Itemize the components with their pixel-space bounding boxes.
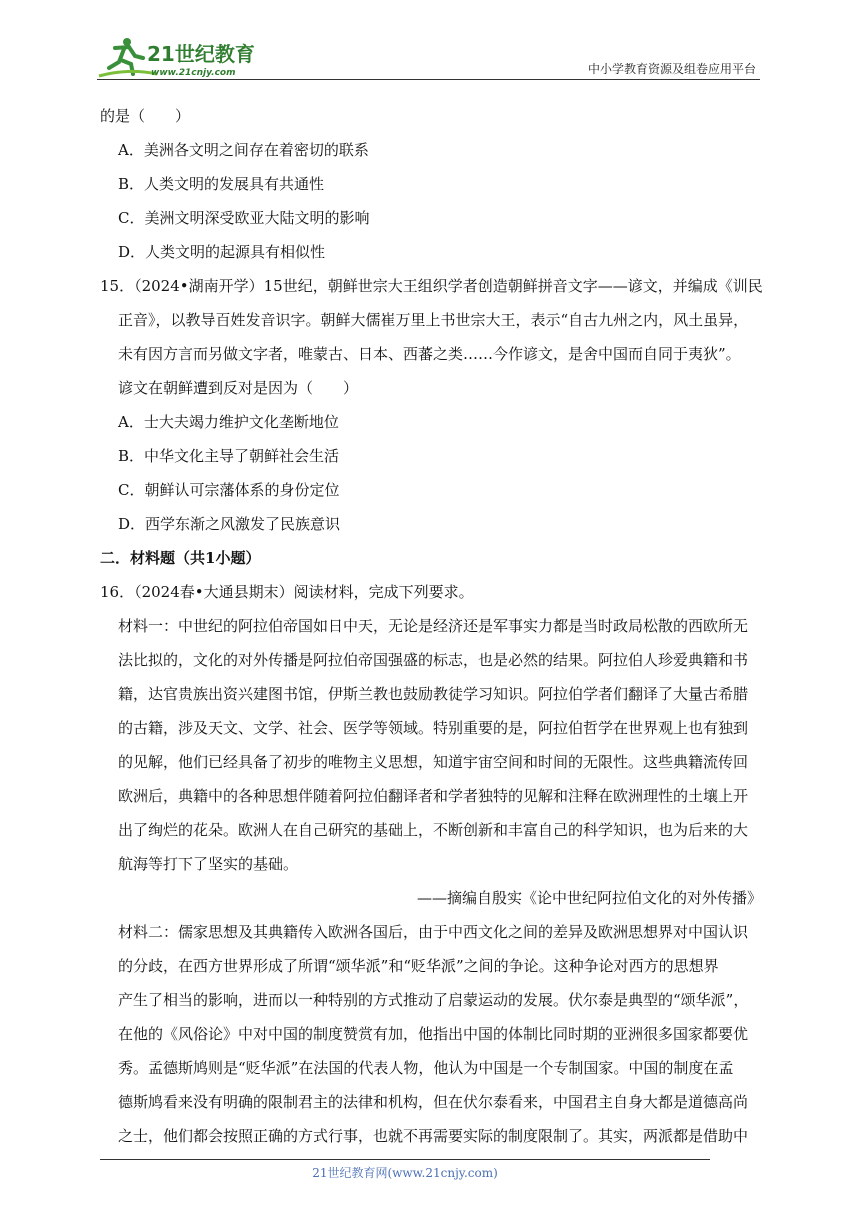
material-two-text: 秀。孟德斯鸠则是“贬华派”在法国的代表人物，他认为中国是一个专制国家。中国的制度在孟 [118, 1059, 734, 1077]
question-15-option-d: D．西学东渐之风激发了民族意识 [118, 515, 341, 533]
material-one-text: 出了绚烂的花朵。欧洲人在自己研究的基础上，不断创新和丰富自己的科学知识，也为后来的大 [118, 821, 749, 839]
footer-link[interactable]: 21世纪教育网(www.21cnjy.com) [312, 1166, 498, 1180]
question-15-stem: 谚文在朝鲜遭到反对是因为（ ） [118, 379, 359, 397]
logo-text: 21世纪教育 [147, 42, 255, 66]
question-14-stem-tail: 的是（ ） [100, 107, 191, 125]
question-14-option-c: C．美洲文明深受欧亚大陆文明的影响 [118, 209, 370, 227]
material-one-text: 籍，达官贵族出资兴建图书馆，伊斯兰教也鼓励教徒学习知识。阿拉伯学者们翻译了大量古希腊 [118, 685, 749, 703]
question-14-option-d: D．人类文明的起源具有相似性 [118, 243, 326, 261]
header-divider [97, 79, 760, 80]
material-one-text: 法比拟的，文化的对外传播是阿拉伯帝国强盛的标志，也是必然的结果。阿拉伯人珍爱典籍和书 [118, 651, 749, 669]
logo-url: www.21cnjy.com [151, 68, 236, 78]
section-heading: 二．材料题（共1小题） [100, 549, 261, 567]
material-two-text: 的分歧，在西方世界形成了所谓“颂华派”和“贬华派”之间的争论。这种争论对西方的思想界 [118, 957, 719, 975]
question-15-option-b: B．中华文化主导了朝鲜社会生活 [118, 447, 340, 465]
question-15-stem: 未有因方言而另做文字者，唯蒙古、日本、西蕃之类……今作谚文，是舍中国而自同于夷狄”。 [118, 345, 741, 363]
question-15-stem: 15．（2024•湖南开学）15世纪，朝鲜世宗大王组织学者创造朝鲜拼音文字——谚文，并编成《训民 [100, 277, 763, 295]
document-body [100, 99, 762, 1153]
material-one-text: 材料一：中世纪的阿拉伯帝国如日中天，无论是经济还是军事实力都是当时政局松散的西欧所无 [118, 617, 749, 635]
material-two-text: 德斯鸠看来没有明确的限制君主的法律和机构，但在伏尔泰看来，中国君主自身大都是道德高尚 [118, 1093, 749, 1111]
question-15-stem: 正音》，以教导百姓发音识字。朝鲜大儒崔万里上书世宗大王，表示“自古九州之内，风土虽异， [118, 311, 749, 329]
platform-title: 中小学教育资源及组卷应用平台 [587, 62, 756, 76]
material-two-text: 之士，他们都会按照正确的方式行事，也就不再需要实际的制度限制了。其实，两派都是借助中 [118, 1127, 749, 1145]
material-two-text: 产生了相当的影响，进而以一种特别的方式推动了启蒙运动的发展。伏尔泰是典型的“颂华派”， [118, 991, 749, 1009]
material-one-text: 的见解，他们已经具备了初步的唯物主义思想，知道宇宙空间和时间的无限性。这些典籍流传回 [118, 753, 749, 771]
question-15-option-c: C．朝鲜认可宗藩体系的身份定位 [118, 481, 340, 499]
question-14-option-a: A．美洲各文明之间存在着密切的联系 [118, 141, 369, 159]
material-one-text: 的古籍，涉及天文、文学、社会、医学等领域。特别重要的是，阿拉伯哲学在世界观上也有独到 [118, 719, 749, 737]
question-14-option-b: B．人类文明的发展具有共通性 [118, 175, 325, 193]
material-one-text: 航海等打下了坚实的基础。 [118, 855, 299, 873]
material-one-text: 欧洲后，典籍中的各种思想伴随着阿拉伯翻译者和学者独特的见解和注释在欧洲理性的土壤上开 [118, 787, 749, 805]
material-two-text: 材料二：儒家思想及其典籍传入欧洲各国后，由于中西文化之间的差异及欧洲思想界对中国认识 [118, 923, 749, 941]
question-16-stem: 16．（2024春•大通县期末）阅读材料，完成下列要求。 [100, 583, 474, 601]
footer-divider [100, 1159, 710, 1160]
material-one-source: ——摘编自殷实《论中世纪阿拉伯文化的对外传播》 [416, 889, 762, 907]
question-15-option-a: A．士大夫竭力维护文化垄断地位 [118, 413, 339, 431]
material-two-text: 在他的《风俗论》中对中国的制度赞赏有加，他指出中国的体制比同时期的亚洲很多国家都要优 [118, 1025, 749, 1043]
page-header [97, 30, 760, 80]
logo [97, 34, 267, 78]
